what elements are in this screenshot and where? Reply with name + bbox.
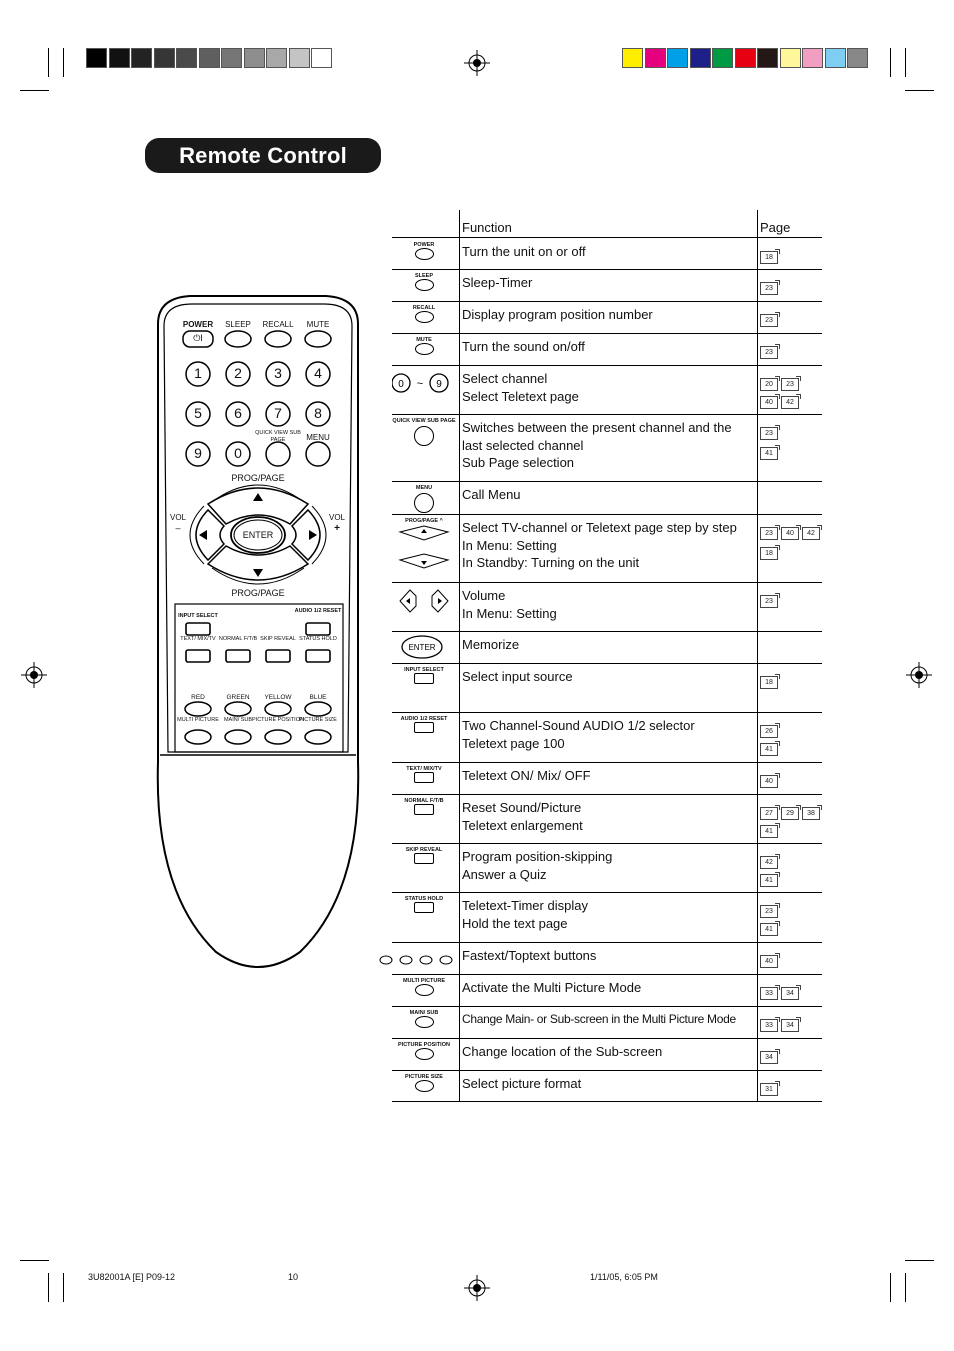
table-rule [392, 942, 822, 943]
table-row-function [462, 636, 519, 654]
remote-status-button[interactable] [306, 650, 330, 662]
table-rule [392, 762, 822, 763]
crop-mark [48, 48, 49, 77]
remote-digit-label: 0 [234, 445, 242, 461]
remote-label-audio-reset: AUDIO 1/2 RESET [294, 608, 342, 614]
table-row-pages [760, 309, 781, 327]
page-reference-icon: 23 [760, 314, 778, 327]
function-line: Teletext ON/ Mix/ OFF [462, 768, 591, 783]
page-reference-icon: 38 [802, 807, 820, 820]
table-rule [392, 631, 822, 632]
color-swatch [86, 48, 107, 68]
table-rule [392, 1006, 822, 1007]
color-swatch [311, 48, 332, 68]
table-row-pages [760, 851, 781, 887]
table-row-pages [760, 1046, 781, 1064]
remote-digit-label: 3 [274, 365, 282, 381]
table-rule [392, 365, 822, 366]
table-row-pages [760, 1014, 802, 1032]
function-line: Change location of the Sub-screen [462, 1044, 663, 1059]
page-reference-icon: 18 [760, 547, 778, 560]
crop-mark [890, 48, 891, 77]
remote-text-mix-button[interactable] [186, 650, 210, 662]
color-swatch [825, 48, 846, 68]
page-reference-icon: 42 [802, 527, 820, 540]
function-line: Sub Page selection [462, 455, 575, 470]
function-line: last selected channel [462, 437, 584, 453]
page-reference-icon: 41 [760, 874, 778, 887]
table-row-button-icon: AUDIO 1/2 RESET [392, 716, 456, 733]
function-line: Teletext-Timer display [462, 898, 588, 913]
table-row-pages [760, 1078, 781, 1096]
page-reference-icon: 40 [760, 775, 778, 788]
table-row-pages [760, 802, 823, 838]
table-rule [392, 582, 822, 583]
table-rule [392, 514, 822, 515]
remote-digit-label: 6 [234, 405, 242, 421]
table-rule [392, 974, 822, 975]
page-reference-icon: 34 [781, 987, 799, 1000]
function-line: Memorize [462, 637, 520, 652]
table-row-button-icon: PROG/PAGE ^ [392, 518, 456, 579]
remote-input-select-button[interactable] [186, 623, 210, 635]
remote-label-vol-left: VOL [169, 513, 186, 522]
remote-menu-button[interactable] [306, 442, 330, 466]
table-row-pages [760, 522, 823, 560]
function-line: Switches between the present channel and the [462, 420, 732, 435]
table-row-function [462, 587, 557, 622]
function-line: Select Teletext page [462, 388, 579, 404]
table-rule [392, 663, 822, 664]
remote-bottom-button[interactable] [185, 730, 211, 744]
color-swatch [757, 48, 778, 68]
table-rule [392, 481, 822, 482]
page-reference-icon: 20 [760, 378, 778, 391]
remote-label-quick-view: QUICK VIEW SUB PAGE [255, 430, 301, 443]
table-row-button-icon: PICTURE SIZE [392, 1074, 456, 1092]
table-row-function [462, 519, 737, 572]
remote-mute-button[interactable] [305, 331, 331, 347]
page-reference-icon: 23 [760, 905, 778, 918]
remote-label-menu: MENU [306, 433, 330, 442]
remote-digit-label: 4 [314, 365, 322, 381]
table-row-function [462, 243, 586, 261]
function-line: Sleep-Timer [462, 275, 533, 290]
remote-label-normal: NORMAL F/T/B [218, 636, 258, 642]
function-line: Activate the Multi Picture Mode [462, 980, 642, 995]
page-reference-icon: 42 [781, 396, 799, 409]
remote-digit-label: 9 [194, 445, 202, 461]
table-rule [392, 1101, 822, 1102]
table-rule [392, 794, 822, 795]
remote-label-text-mix: TEXT/ MIX/TV [180, 636, 216, 642]
page-header: Page [760, 220, 791, 235]
page-reference-icon: 27 [760, 807, 778, 820]
table-row-button-icon: MULTI PICTURE [392, 978, 456, 996]
remote-label-prog-page-down: PROG/PAGE [231, 588, 285, 598]
remote-label-status: STATUS HOLD [299, 636, 337, 642]
registration-mark-icon [464, 50, 490, 76]
remote-label-skip: SKIP REVEAL [260, 636, 296, 642]
table-row-function [462, 306, 653, 324]
page-reference-icon: 31 [760, 1083, 778, 1096]
table-row-pages [760, 246, 781, 264]
power-icon: ⏻I [193, 333, 203, 343]
color-swatch [244, 48, 265, 68]
page-reference-icon: 23 [760, 346, 778, 359]
remote-sleep-button[interactable] [225, 331, 251, 347]
table-divider [459, 210, 460, 1102]
table-row-function [462, 1011, 736, 1029]
footer-doc-id: 3U82001A [E] P09-12 [88, 1272, 176, 1282]
svg-text:0: 0 [398, 379, 404, 390]
remote-label-plus: + [334, 523, 340, 534]
table-row-button-icon: TEXT/ MIX/TV [392, 766, 456, 783]
remote-label-recall: RECALL [262, 320, 294, 329]
crop-mark [48, 1273, 49, 1302]
table-row-function [462, 370, 579, 405]
remote-label-blue: BLUE [309, 694, 327, 701]
crop-mark [905, 1273, 906, 1302]
table-row-button-icon [392, 586, 456, 621]
table-row-button-icon: RECALL [392, 305, 456, 323]
table-row-pages [760, 950, 781, 968]
function-header: Function [462, 220, 512, 235]
table-rule [392, 1038, 822, 1039]
page-reference-icon: 40 [760, 396, 778, 409]
page-reference-icon: 18 [760, 676, 778, 689]
remote-recall-button[interactable] [265, 331, 291, 347]
function-line: In Standby: Turning on the unit [462, 555, 640, 570]
color-swatch [802, 48, 823, 68]
crop-mark [20, 1260, 49, 1261]
remote-digit-label: 8 [314, 405, 322, 421]
color-swatch [712, 48, 733, 68]
page-reference-icon: 33 [760, 987, 778, 1000]
table-rule [392, 1070, 822, 1071]
function-line: Reset Sound/Picture [462, 800, 582, 815]
table-row-function [462, 668, 573, 686]
page-reference-icon: 41 [760, 825, 778, 838]
table-row-button-icon [378, 946, 458, 973]
function-line: Program position-skipping [462, 849, 613, 864]
page-reference-icon: 23 [760, 282, 778, 295]
color-swatch [645, 48, 666, 68]
function-line: Answer a Quiz [462, 866, 547, 882]
page-reference-icon: 23 [781, 378, 799, 391]
footer-timestamp: 1/11/05, 6:05 PM [590, 1272, 658, 1282]
table-row-button-icon [392, 369, 456, 398]
remote-yellow-button[interactable] [265, 702, 291, 716]
table-rule [392, 712, 822, 713]
color-swatch [780, 48, 801, 68]
remote-label-input-select: INPUT SELECT [178, 613, 218, 619]
color-swatch [176, 48, 197, 68]
table-row-function [462, 897, 588, 932]
table-row-button-icon: SKIP REVEAL [392, 847, 456, 864]
remote-skip-button[interactable] [266, 650, 290, 662]
remote-label-green: GREEN [226, 694, 250, 701]
crop-mark [905, 48, 906, 77]
color-swatch [690, 48, 711, 68]
remote-bottom-button[interactable] [265, 730, 291, 744]
remote-label-bottom: PICTURE POSITION [252, 717, 304, 723]
function-line: Call Menu [462, 487, 521, 502]
crop-mark [63, 1273, 64, 1302]
table-row-button-icon: MAIN/ SUB [392, 1010, 456, 1028]
color-swatch [847, 48, 868, 68]
table-rule [392, 301, 822, 302]
function-line: Fastext/Toptext buttons [462, 948, 597, 963]
color-swatch [622, 48, 643, 68]
footer-page-number: 10 [288, 1272, 299, 1282]
page-reference-icon: 41 [760, 447, 778, 460]
table-row-pages [760, 590, 781, 608]
crop-mark [890, 1273, 891, 1302]
remote-enter-label: ENTER [242, 530, 274, 540]
table-rule [392, 269, 822, 270]
table-row-button-icon: STATUS HOLD [392, 896, 456, 913]
remote-green-button[interactable] [225, 702, 251, 716]
remote-label-bottom: MAIN/ SUB [223, 717, 253, 723]
page-title: Remote Control [145, 138, 381, 173]
table-rule [392, 237, 822, 238]
function-line: In Menu: Setting [462, 537, 557, 553]
color-swatch [109, 48, 130, 68]
page-reference-icon: 41 [760, 923, 778, 936]
svg-text:~: ~ [416, 378, 424, 390]
page-reference-icon: 18 [760, 251, 778, 264]
remote-red-button[interactable] [185, 702, 211, 716]
table-row-function [462, 979, 641, 997]
table-row-function [462, 338, 585, 356]
color-swatch [199, 48, 220, 68]
function-line: Select input source [462, 669, 573, 684]
page-reference-icon: 34 [760, 1051, 778, 1064]
function-line: Volume [462, 588, 506, 603]
remote-quick-view-button[interactable] [266, 442, 290, 466]
table-row-function [462, 1043, 662, 1061]
table-row-button-icon: PICTURE POSITION [392, 1042, 456, 1060]
function-line: Select TV-channel or Teletext page step by step [462, 520, 737, 535]
remote-label-prog-page: PROG/PAGE [231, 473, 285, 483]
table-row-function [462, 717, 695, 752]
page-reference-icon: 29 [781, 807, 799, 820]
table-row-button-icon [392, 635, 456, 666]
table-row-pages [760, 900, 781, 936]
table-row-function [462, 419, 732, 472]
table-row-button-icon: MUTE [392, 337, 456, 355]
registration-mark-icon [21, 662, 47, 688]
table-rule [392, 843, 822, 844]
table-row-button-icon: INPUT SELECT [392, 667, 456, 684]
svg-text:9: 9 [436, 379, 442, 390]
page-reference-icon: 34 [781, 1019, 799, 1032]
table-row-button-icon: POWER [392, 242, 456, 260]
registration-mark-icon [906, 662, 932, 688]
remote-normal-button[interactable] [226, 650, 250, 662]
page-reference-icon: 33 [760, 1019, 778, 1032]
table-rule [392, 892, 822, 893]
function-line: Hold the text page [462, 915, 568, 931]
remote-label-bottom: PICTURE SIZE [299, 717, 337, 723]
table-row-button-icon: NORMAL F/T/B [392, 798, 456, 815]
page-reference-icon: 26 [760, 725, 778, 738]
page-reference-icon: 23 [760, 427, 778, 440]
table-row-function [462, 799, 583, 834]
color-swatch [154, 48, 175, 68]
remote-label-minus: – [175, 523, 181, 533]
remote-digit-label: 2 [234, 365, 242, 381]
function-line: Turn the unit on or off [462, 244, 586, 259]
remote-digit-label: 1 [194, 365, 202, 381]
remote-blue-button[interactable] [305, 702, 331, 716]
remote-label-sleep: SLEEP [225, 320, 251, 329]
table-row-function [462, 947, 596, 965]
table-row-function [462, 1075, 581, 1093]
function-line: Select picture format [462, 1076, 582, 1091]
remote-label-yellow: YELLOW [264, 694, 292, 701]
color-swatch [667, 48, 688, 68]
function-line: Teletext enlargement [462, 817, 583, 833]
remote-digit-label: 5 [194, 405, 202, 421]
function-line: Turn the sound on/off [462, 339, 585, 354]
table-row-pages [760, 277, 781, 295]
color-swatch [131, 48, 152, 68]
page-reference-icon: 23 [760, 527, 778, 540]
color-swatch [289, 48, 310, 68]
crop-mark [63, 48, 64, 77]
function-line: In Menu: Setting [462, 605, 557, 621]
table-row-pages [760, 422, 781, 460]
color-swatch [266, 48, 287, 68]
remote-digit-label: 7 [274, 405, 282, 421]
table-rule [392, 333, 822, 334]
registration-mark-icon [464, 1275, 490, 1301]
table-row-pages [760, 720, 781, 756]
table-row-button-icon: QUICK VIEW SUB PAGE [392, 418, 456, 446]
table-row-button-icon: SLEEP [392, 273, 456, 291]
table-row-function [462, 274, 532, 292]
table-divider [757, 210, 758, 1102]
table-row-pages [760, 341, 781, 359]
crop-mark [905, 1260, 934, 1261]
remote-label-mute: MUTE [306, 320, 330, 329]
table-rule [392, 414, 822, 415]
svg-text:ENTER: ENTER [408, 643, 436, 652]
function-line: Select channel [462, 371, 548, 386]
page-reference-icon: 40 [781, 527, 799, 540]
function-line: Two Channel-Sound AUDIO 1/2 selector [462, 718, 695, 733]
remote-control-illustration [150, 292, 366, 970]
crop-mark [20, 90, 49, 91]
table-row-function [462, 486, 521, 504]
table-row-pages [760, 982, 802, 1000]
crop-mark [905, 90, 934, 91]
function-line: Change Main- or Sub-screen in the Multi Picture Mode [462, 1012, 736, 1026]
table-row-pages [760, 373, 802, 409]
remote-bottom-button[interactable] [305, 730, 331, 744]
table-row-pages [760, 770, 781, 788]
remote-label-power: POWER [182, 320, 214, 329]
remote-label-red: RED [191, 694, 205, 701]
remote-bottom-button[interactable] [225, 730, 251, 744]
remote-label-bottom: MULTI PICTURE [177, 717, 219, 723]
page-reference-icon: 40 [760, 955, 778, 968]
page-reference-icon: 23 [760, 595, 778, 608]
page-reference-icon: 41 [760, 743, 778, 756]
page-reference-icon: 42 [760, 856, 778, 869]
table-row-pages [760, 671, 781, 689]
remote-audio-reset-button[interactable] [306, 623, 330, 635]
table-row-function [462, 848, 612, 883]
function-line: Display program position number [462, 307, 653, 322]
function-line: Teletext page 100 [462, 735, 565, 751]
color-swatch [221, 48, 242, 68]
table-row-function [462, 767, 591, 785]
remote-label-vol-right: VOL [328, 513, 345, 522]
color-swatch [735, 48, 756, 68]
table-row-button-icon: MENU [392, 485, 456, 513]
